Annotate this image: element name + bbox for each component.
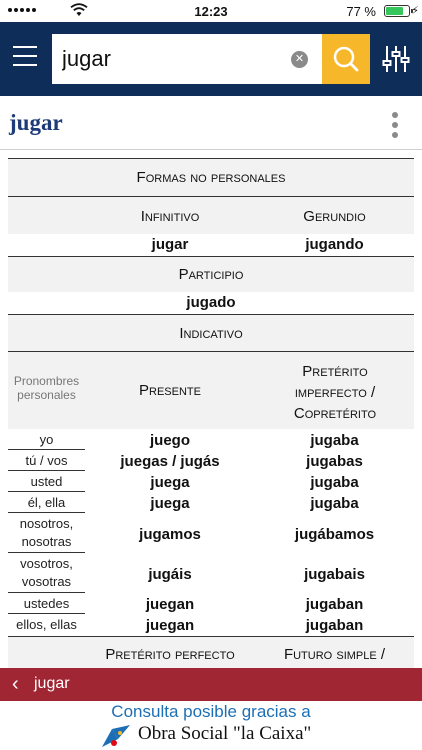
future-column-header: Futuro simple / bbox=[283, 646, 386, 663]
search-icon bbox=[322, 34, 370, 84]
indicative-columns-header bbox=[8, 351, 414, 429]
search-box bbox=[52, 34, 322, 84]
imperfect-cell: jugábamos bbox=[294, 526, 375, 543]
clock: 12:23 bbox=[194, 4, 228, 19]
non-personal-labels-row bbox=[8, 196, 414, 234]
menu-icon bbox=[13, 46, 37, 48]
sponsor-banner bbox=[0, 701, 422, 750]
pronoun-cell: nosotros, nosotras bbox=[8, 513, 85, 553]
pronouns-header: Pronombres personales bbox=[13, 374, 80, 402]
imperfect-cell: jugaba bbox=[310, 432, 359, 449]
battery-level-fill bbox=[386, 7, 403, 15]
infinitive-value: jugar bbox=[151, 236, 189, 253]
divider bbox=[0, 149, 422, 150]
clear-icon: ✕ bbox=[294, 53, 305, 65]
more-vertical-icon bbox=[392, 112, 398, 118]
pronoun-cell: tú / vos bbox=[8, 450, 85, 471]
present-cell: juega bbox=[150, 495, 190, 512]
present-cell: juegan bbox=[145, 596, 195, 613]
clear-search-button[interactable] bbox=[291, 51, 308, 68]
pronoun-cell: vosotros, vosotras bbox=[8, 553, 85, 593]
filter-button[interactable] bbox=[382, 44, 410, 74]
pronoun-cell: ustedes bbox=[8, 593, 85, 614]
imperfect-cell: jugaban bbox=[305, 617, 364, 634]
search-input[interactable] bbox=[52, 34, 282, 84]
non-personal-header: Formas no personales bbox=[8, 158, 414, 196]
imperfect-cell: jugabas bbox=[306, 453, 363, 470]
perfect-column-header: Pretérito perfecto bbox=[105, 646, 235, 663]
pronoun-cell: yo bbox=[8, 429, 85, 450]
battery-percent: 77 % bbox=[346, 4, 376, 19]
present-cell: jugamos bbox=[139, 526, 201, 543]
chevron-left-icon: ‹ bbox=[12, 673, 19, 695]
imperfect-cell: jugaba bbox=[310, 495, 359, 512]
present-cell: juega bbox=[150, 474, 190, 491]
pronoun-cell: usted bbox=[8, 471, 85, 492]
menu-button[interactable] bbox=[13, 46, 37, 68]
present-cell: juegas / jugás bbox=[120, 453, 220, 470]
status-bar bbox=[0, 0, 422, 22]
more-options-button[interactable] bbox=[392, 112, 400, 140]
infinitive-label: Infinitivo bbox=[140, 208, 200, 225]
app-header bbox=[0, 22, 422, 96]
present-column-header: Presente bbox=[139, 382, 201, 399]
battery-icon bbox=[384, 5, 410, 17]
back-label: jugar bbox=[34, 675, 70, 692]
indicative-header: Indicativo bbox=[8, 314, 414, 351]
filter-icon bbox=[382, 44, 410, 74]
sponsor-text: Consulta posible gracias a bbox=[111, 702, 311, 721]
tense-columns-header bbox=[8, 636, 414, 668]
present-cell: jugáis bbox=[148, 566, 192, 583]
la-caixa-star-logo-icon bbox=[98, 721, 132, 749]
charging-icon: ⚡ bbox=[411, 5, 419, 17]
non-personal-values-row bbox=[8, 234, 414, 256]
conjugation-table bbox=[8, 158, 414, 668]
search-button[interactable] bbox=[322, 34, 370, 84]
gerund-value: jugando bbox=[305, 236, 364, 253]
imperfect-cell: jugaba bbox=[310, 474, 359, 491]
gerund-label: Gerundio bbox=[303, 208, 366, 225]
pronoun-cell: él, ella bbox=[8, 492, 85, 513]
pronoun-cell: ellos, ellas bbox=[16, 617, 77, 632]
entry-title: jugar bbox=[9, 110, 63, 135]
back-button[interactable] bbox=[0, 668, 422, 701]
imperfect-column-header: Pretérito imperfecto / Copretérito bbox=[293, 363, 377, 422]
sponsor-name: Obra Social "la Caixa" bbox=[138, 723, 312, 744]
imperfect-cell: jugabais bbox=[304, 566, 365, 583]
participle-label: Participio bbox=[8, 256, 414, 292]
imperfect-cell: jugaban bbox=[305, 596, 364, 613]
present-cell: juego bbox=[150, 432, 190, 449]
participle-value: jugado bbox=[8, 292, 414, 314]
present-cell: juegan bbox=[145, 617, 195, 634]
